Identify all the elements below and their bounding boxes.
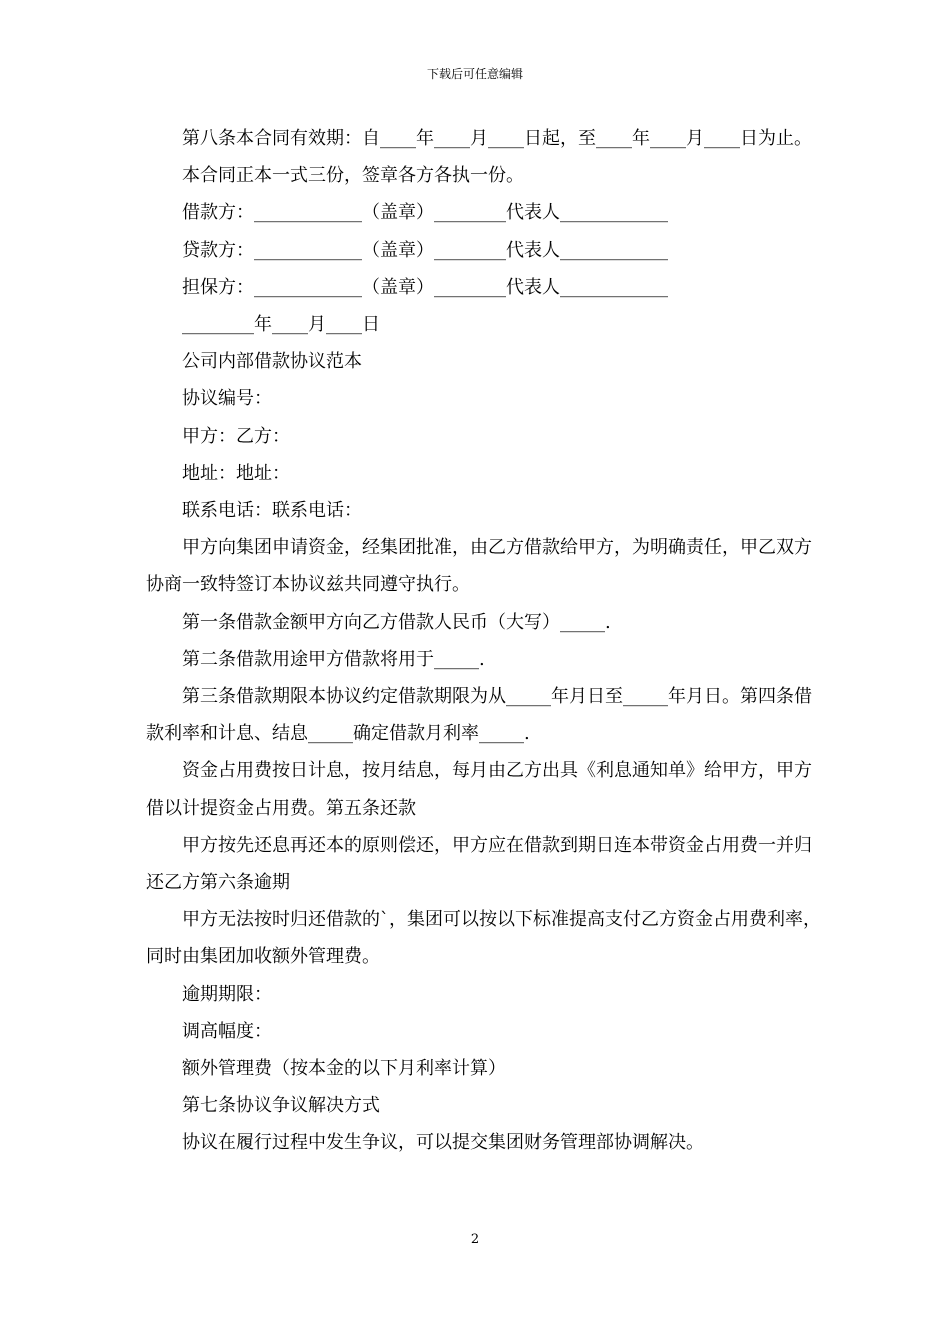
page-header: 下载后可任意编辑	[426, 67, 523, 81]
paragraph-repayment: 甲方按先还息再还本的原则偿还，甲方应在借款到期日连本带资金占用费一并归还乙方第六条逾期	[146, 834, 812, 894]
party-line: 甲方：乙方：	[182, 425, 290, 447]
extra-fee: 额外管理费（按本金的以下月利率计算）	[182, 1058, 506, 1080]
paragraph-preamble: 甲方向集团申请资金，经集团批准，由乙方借款给甲方，为明确责任，甲乙双方协商一致特签订本协议兹共同遵守执行。	[146, 537, 812, 596]
document-body	[146, 120, 822, 1162]
paragraph-contract-validity: 第八条本合同有效期：自____年____月____日起，至____年____月____日为止。	[182, 128, 812, 149]
article-7: 第七条协议争议解决方式	[182, 1095, 380, 1117]
article-1: 第一条借款金额甲方向乙方借款人民币（大写）_____.	[182, 611, 611, 633]
paragraph-overdue: 甲方无法按时归还借款的`，集团可以按以下标准提高支付乙方资金占用费利率，同时由集团加收额外管理费。	[146, 909, 821, 968]
paragraph-copies: 本合同正本一式三份，签章各方各执一份。	[182, 165, 524, 187]
overdue-period: 逾期期限：	[182, 983, 272, 1005]
page-number: 2	[470, 1232, 480, 1247]
article-3-4: 第三条借款期限本协议约定借款期限为从_____年月日至_____年月日。第四条借款利率和计息、结息_____确定借款月利率_____.	[146, 686, 812, 745]
phone-line: 联系电话：联系电话：	[182, 500, 362, 522]
article-2: 第二条借款用途甲方借款将用于_____.	[182, 648, 485, 670]
signature-line-guarantor: 担保方：____________（盖章）________代表人____________	[182, 276, 668, 298]
address-line: 地址：地址：	[182, 462, 290, 484]
signature-line-borrower: 借款方：____________（盖章）________代表人____________	[182, 202, 668, 224]
paragraph-dispute: 协议在履行过程中发生争议，可以提交集团财务管理部协调解决。	[182, 1132, 704, 1154]
signature-date-line: ________年____月____日	[182, 314, 380, 336]
agreement-number: 协议编号：	[182, 388, 272, 410]
signature-line-lender: 贷款方：____________（盖章）________代表人____________	[182, 239, 668, 261]
section-title: 公司内部借款协议范本	[182, 351, 362, 373]
increase-range: 调高幅度：	[182, 1020, 272, 1042]
paragraph-interest: 资金占用费按日计息，按月结息，每月由乙方出具《利息通知单》给甲方，甲方借以计提资金占用费。第五条还款	[146, 760, 812, 819]
